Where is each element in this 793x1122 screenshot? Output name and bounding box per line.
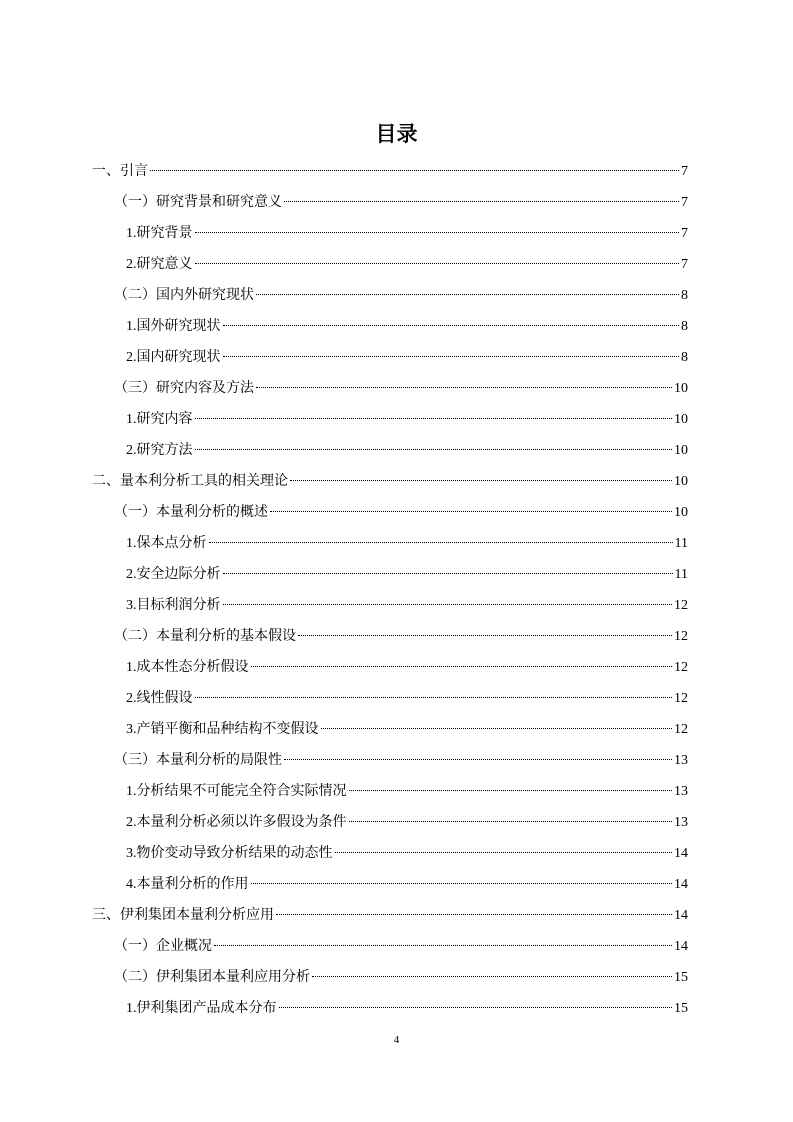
toc-entry-page: 12	[674, 598, 688, 613]
dot-leader	[256, 387, 672, 388]
toc-entry-label: （三）本量利分析的局限性	[114, 753, 282, 768]
toc-entry[interactable]	[114, 497, 688, 528]
dot-leader	[284, 201, 679, 202]
toc-entry-label: 4.本量利分析的作用	[126, 877, 249, 892]
toc-entry[interactable]	[126, 683, 688, 714]
dot-leader	[335, 852, 673, 853]
toc-entry[interactable]	[126, 838, 688, 869]
dot-leader	[349, 790, 673, 791]
toc-entry-label: （一）研究背景和研究意义	[114, 195, 282, 210]
toc-entry-page: 13	[674, 753, 688, 768]
toc-entry-label: （二）国内外研究现状	[114, 288, 254, 303]
dot-leader	[290, 480, 672, 481]
toc-entry-page: 15	[674, 1001, 688, 1016]
toc-entry-page: 7	[681, 164, 688, 179]
dot-leader	[195, 449, 673, 450]
dot-leader	[251, 666, 673, 667]
toc-entry-page: 8	[681, 319, 688, 334]
dot-leader	[270, 511, 672, 512]
toc-entry[interactable]	[126, 652, 688, 683]
toc-entry-page: 8	[681, 288, 688, 303]
toc-entry-page: 10	[674, 474, 688, 489]
toc-entry-label: 二、量本利分析工具的相关理论	[92, 474, 288, 489]
toc-entry-page: 10	[674, 505, 688, 520]
toc-entry[interactable]	[126, 993, 688, 1024]
toc-entry-label: 1.成本性态分析假设	[126, 660, 249, 675]
toc-entry[interactable]	[126, 435, 688, 466]
toc-entry-label: （二）伊利集团本量利应用分析	[114, 970, 310, 985]
toc-entry[interactable]	[126, 218, 688, 249]
dot-leader	[209, 542, 673, 543]
toc-entry-page: 15	[674, 970, 688, 985]
toc-entry-page: 12	[674, 722, 688, 737]
dot-leader	[256, 294, 679, 295]
toc-title: 目录	[375, 122, 418, 146]
dot-leader	[298, 635, 672, 636]
toc-entry-page: 14	[674, 846, 688, 861]
dot-leader	[349, 821, 673, 822]
toc-entry-page: 10	[674, 381, 688, 396]
toc-entry-label: 2.本量利分析必须以许多假设为条件	[126, 815, 347, 830]
toc-entry-label: 1.研究内容	[126, 412, 193, 427]
toc-entry-page: 10	[674, 412, 688, 427]
dot-leader	[195, 697, 673, 698]
toc-entry[interactable]	[114, 962, 688, 993]
toc-entry-page: 7	[681, 226, 688, 241]
dot-leader	[312, 976, 672, 977]
toc-entry[interactable]	[92, 466, 688, 497]
toc-entry[interactable]	[126, 249, 688, 280]
toc-entry[interactable]	[126, 869, 688, 900]
dot-leader	[214, 945, 672, 946]
toc-entry[interactable]	[114, 187, 688, 218]
toc-entry[interactable]	[126, 776, 688, 807]
toc-entry-label: 1.保本点分析	[126, 536, 207, 551]
toc-entry-label: 1.研究背景	[126, 226, 193, 241]
toc-entry-label: （一）企业概况	[114, 939, 212, 954]
dot-leader	[251, 883, 673, 884]
toc-entry-page: 14	[674, 877, 688, 892]
toc-entry[interactable]	[114, 280, 688, 311]
toc-entry-label: 2.研究方法	[126, 443, 193, 458]
toc-entry-label: （一）本量利分析的概述	[114, 505, 268, 520]
toc-entry-label: 三、伊利集团本量利分析应用	[92, 908, 274, 923]
dot-leader	[223, 573, 673, 574]
dot-leader	[321, 728, 673, 729]
toc-entry[interactable]	[114, 621, 688, 652]
toc-entry-label: 3.目标利润分析	[126, 598, 221, 613]
toc-entry[interactable]	[114, 745, 688, 776]
toc-entry[interactable]	[92, 900, 688, 931]
dot-leader	[279, 1007, 673, 1008]
toc-entry-page: 8	[681, 350, 688, 365]
toc-entry-label: 一、引言	[92, 164, 148, 179]
toc-entry[interactable]	[126, 590, 688, 621]
toc-entry[interactable]	[126, 342, 688, 373]
page-number: 4	[393, 1034, 400, 1046]
toc-entry-page: 10	[674, 443, 688, 458]
toc-entry-label: 2.研究意义	[126, 257, 193, 272]
toc-entry[interactable]	[114, 931, 688, 962]
toc-entry[interactable]	[114, 373, 688, 404]
toc-entry[interactable]	[126, 311, 688, 342]
toc-entry[interactable]	[126, 807, 688, 838]
toc-entry-label: （三）研究内容及方法	[114, 381, 254, 396]
toc-entry-label: 2.线性假设	[126, 691, 193, 706]
toc-entry-label: （二）本量利分析的基本假设	[114, 629, 296, 644]
toc-entry[interactable]	[92, 156, 688, 187]
toc-entry-page: 14	[674, 908, 688, 923]
toc-entry-page: 12	[674, 660, 688, 675]
dot-leader	[195, 418, 673, 419]
toc-entry-page: 12	[674, 691, 688, 706]
dot-leader	[195, 263, 680, 264]
toc-entry-page: 7	[681, 257, 688, 272]
toc-entry-page: 11	[674, 536, 688, 551]
toc-entry-label: 1.伊利集团产品成本分布	[126, 1001, 277, 1016]
toc-entry-page: 11	[674, 567, 688, 582]
toc-entry-label: 2.安全边际分析	[126, 567, 221, 582]
dot-leader	[223, 604, 673, 605]
toc-entry-page: 12	[674, 629, 688, 644]
toc-entry-label: 2.国内研究现状	[126, 350, 221, 365]
toc-entry[interactable]	[126, 559, 688, 590]
dot-leader	[276, 914, 672, 915]
dot-leader	[223, 356, 680, 357]
toc-entry-label: 3.物价变动导致分析结果的动态性	[126, 846, 333, 861]
toc-entry[interactable]	[126, 714, 688, 745]
toc-entry-page: 13	[674, 784, 688, 799]
dot-leader	[150, 170, 679, 171]
toc-entry-page: 7	[681, 195, 688, 210]
toc-entry-label: 1.国外研究现状	[126, 319, 221, 334]
toc-entry-label: 1.分析结果不可能完全符合实际情况	[126, 784, 347, 799]
toc-entry-label: 3.产销平衡和品种结构不变假设	[126, 722, 319, 737]
toc-entry-page: 13	[674, 815, 688, 830]
dot-leader	[223, 325, 680, 326]
toc-entry[interactable]	[126, 404, 688, 435]
dot-leader	[284, 759, 672, 760]
dot-leader	[195, 232, 680, 233]
toc-entry-page: 14	[674, 939, 688, 954]
toc-entry[interactable]	[126, 528, 688, 559]
